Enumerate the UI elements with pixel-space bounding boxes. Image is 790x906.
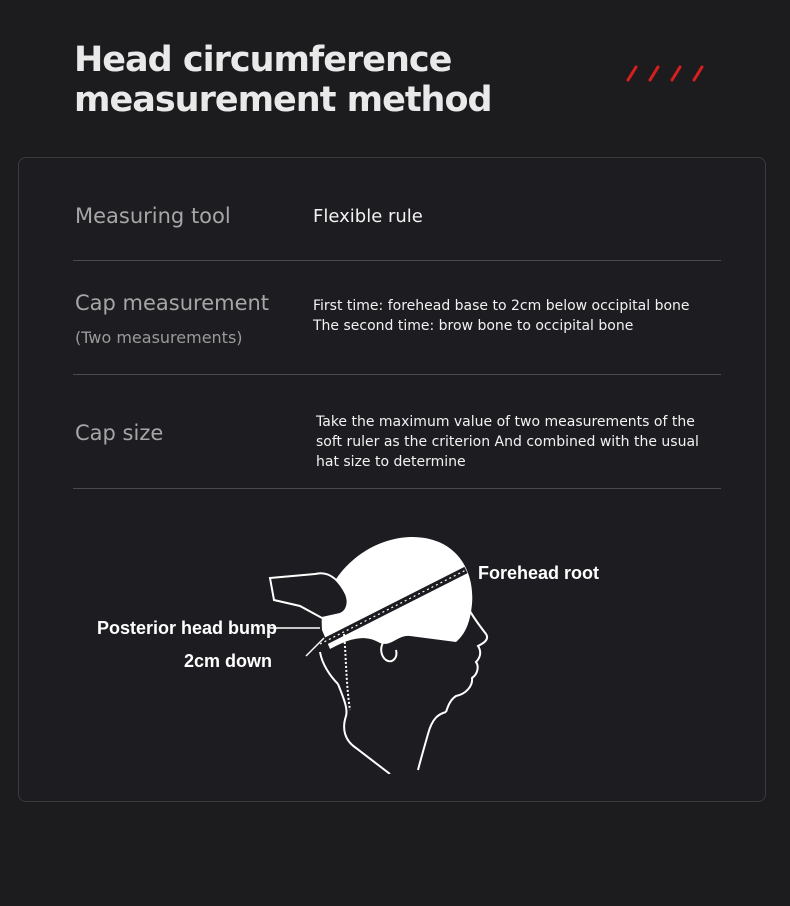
row-label-measuring-tool: Measuring tool: [75, 204, 231, 228]
posterior-head-bump-label: Posterior head bump: [97, 618, 278, 638]
page-title-line-2: measurement method: [74, 80, 492, 120]
page-title: [74, 40, 492, 120]
row-value-line: hat size to determine: [316, 454, 466, 470]
row-value-line: Flexible rule: [313, 206, 423, 227]
row-value-line: The second time: brow bone to occipital bone: [313, 318, 634, 334]
row-divider: [73, 260, 721, 261]
two-cm-down-label: 2cm down: [184, 651, 273, 671]
row-label-cap-measurement: Cap measurement: [75, 291, 270, 315]
row-value-line: soft ruler as the criterion And combined with the usual: [316, 434, 699, 450]
row-value-cap-measurement: [313, 296, 690, 336]
row-value-measuring-tool: [313, 206, 423, 227]
row-sublabel-two-measurements: (Two measurements): [75, 328, 243, 347]
page-title-line-1: Head circumference: [74, 40, 452, 80]
forehead-root-label: Forehead root: [478, 563, 600, 583]
row-value-cap-size: [316, 412, 699, 472]
row-divider: [73, 488, 721, 489]
row-value-line: Take the maximum value of two measurements of the: [316, 414, 695, 430]
row-label-cap-size: Cap size: [75, 421, 164, 445]
row-value-line: First time: forehead base to 2cm below occipital bone: [313, 298, 690, 314]
accent-slashes-icon: [626, 64, 710, 82]
row-divider: [73, 374, 721, 375]
